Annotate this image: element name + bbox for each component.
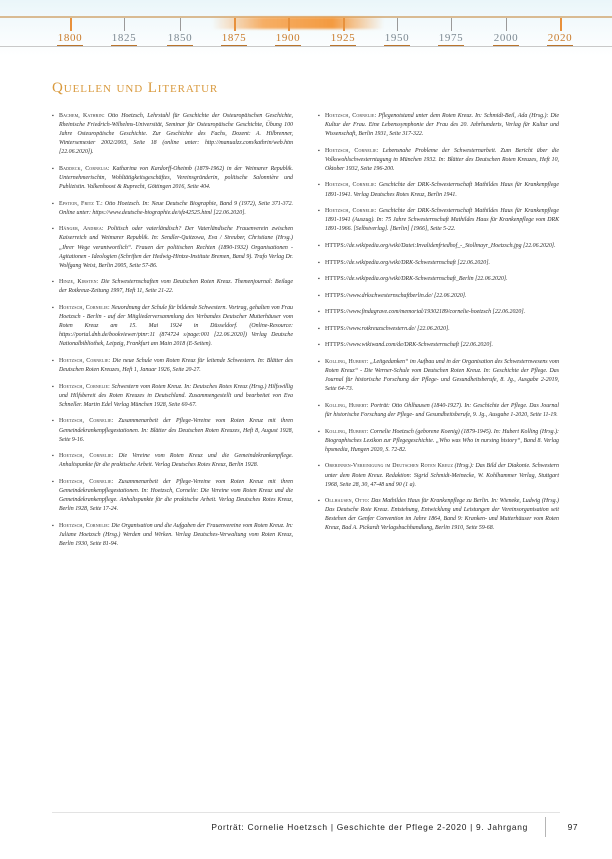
reference-text: Die neue Schule vom Roten Kreuz für leitende Schwestern. In: Blätter des Deutschen Roten Kreuzes, Heft 1, Januar 1926, Seite 20-27. — [59, 357, 293, 374]
reference-entry — [318, 181, 559, 199]
page-footer — [0, 812, 612, 859]
reference-author: Baddeck, Cornelia: — [59, 165, 110, 172]
reference-entry — [318, 292, 559, 301]
timeline-year-label: 1900 — [275, 32, 301, 44]
timeline-tick — [397, 18, 398, 31]
reference-text: Geschichte der DRK-Schwesternschaft Mathildes Haus für Krankenpflege 1891-1941 (Auszug). In: 75 Jahre Schwesternschaft Mathildes Haus für Krankenpflege vom DRK 1891-1966. [Selbstverlag]. [Berlin] [1966], Seite 5-22. — [325, 208, 559, 233]
reference-author: Kolling, Hubert: — [325, 428, 369, 435]
reference-entry — [52, 478, 293, 514]
reference-text: Porträt: Otto Ohlhausen (1840-1927). In: Geschichte der Pflege. Das Journal für historische Forschung der Pflege- und Gesundheitsberufe, 9. Jg., Ausgabe 1-2020, Seite 11-19. — [325, 402, 559, 419]
reference-text: Lebensnahe Probleme der Schwesternarbeit. Zum Bericht über die Volkswohlschwesterntagung in München 1932. In: Blätter des Deutschen Roten Kreuzes, Heft 10, Oktober 1932, Seite 196-200. — [325, 147, 559, 172]
footer-citation: Porträt: Cornelie Hoetzsch | Geschichte der Pflege 2-2020 | 9. Jahrgang — [211, 822, 528, 832]
reference-entry — [318, 147, 559, 174]
timeline-year-label: 1850 — [167, 32, 193, 44]
reference-text: Zusammenarbeit der Pflege-Vereine vom Roten Kreuz mit ihren Gemeindekrankenpflegestationen. In: Hoetzsch, Cornelie: Die Vereine vom Roten Kreuz und die Gemeindekrankenpflege. Anhaltspunkte für die praktische Arbeit. Verlag Deutsches Rotes Kreuz, Berlin 1928, Seite 17-24. — [59, 478, 293, 513]
reference-entry — [318, 428, 559, 455]
reference-author: Hoetzsch, Cornelie: — [59, 478, 114, 485]
reference-entry — [318, 308, 559, 317]
reference-author: Bachem, Kathrin: — [59, 112, 105, 119]
reference-author: HTTPS: — [325, 276, 346, 283]
timeline-year-label: 1975 — [438, 32, 464, 44]
timeline-highlight-band — [212, 17, 384, 29]
reference-text: Pflegenotstand unter dem Roten Kreuz. In: Schmidt-Beil, Ada (Hrsg.): Die Kultur der Frau. Eine Lebenssymphonie der Frau des 20. Jahrhunderts, Verlag für Kultur und Wissenschaft, Berlin 1931, Seite 317-322. — [325, 112, 559, 138]
reference-author: Hoetzsch, Cornelie: — [325, 112, 377, 119]
reference-text: Otto Hoetzsch, Lehrstuhl für Geschichte der Osteuropäischen Geschichte, Rheinische Friedrich-Wilhelms-Universität, Seminar für Osteuropäische Geschichte, Übung 100 Jahre Osteuropäische Geschichte. Zur Geschichte des Fachs, Dozent: A. Hilbrenner, Wintersemester 2002/2003, Seite 18 (online unter: http://manualzz.com/kathrin/web.htm [22.06.2020]). — [59, 112, 293, 156]
page-content — [0, 56, 612, 801]
reference-author: HTTPS: — [325, 292, 346, 299]
timeline-tick — [180, 18, 181, 31]
reference-entry — [52, 112, 293, 157]
reference-author: HTTPS: — [325, 325, 346, 332]
reference-text: Otto Hoetzsch. In: Neue Deutsche Biographie, Band 9 (1972), Seite 371-372. Online unter: https://www.deutsche-biographie.de/sfz42525.html [22.06.2020]. — [59, 200, 293, 216]
reference-text: Katharina von Kardorff-Oheimb (1879-1962) in der Weimarer Republik. Unternehmerischtn, Wohltätigkeitsgeschäftes, Vereinsgründerin, politische Salonnière und Publizistin. Valkenhoost & Ruprecht, Göttingen 2016, Seite 404. — [59, 165, 293, 191]
timeline-tick — [234, 18, 236, 31]
reference-author: Kolling, Hubert: — [325, 402, 369, 409]
reference-entry — [318, 358, 559, 394]
timeline-tick — [124, 18, 125, 31]
timeline-tick — [560, 18, 562, 31]
reference-author: Hänger, Andrea: — [59, 226, 104, 233]
reference-author: HTTPS: — [325, 259, 346, 266]
reference-entry — [318, 242, 559, 251]
reference-author: Hoetzsch, Cornelie: — [59, 522, 110, 529]
timeline-header — [0, 0, 612, 56]
timeline-tick — [288, 18, 290, 31]
timeline-year-label: 1825 — [111, 32, 137, 44]
reference-entry — [52, 522, 293, 549]
page-title: Quellen und Literatur — [52, 80, 219, 96]
reference-author: Hoetzsch, Cornelie: — [325, 208, 377, 215]
reference-author: HTTPS: — [325, 342, 346, 349]
footer-rule — [52, 812, 560, 813]
timeline-year-label: 1925 — [330, 32, 356, 44]
reference-text: //de.wikipedia.org/wiki/DRK-Schwesternschaft_Berlin [22.06.2020]. — [345, 276, 508, 283]
timeline-tick — [343, 18, 345, 31]
reference-author: Hoetzsch, Cornelie: — [59, 453, 114, 460]
reference-text: (Hrsg.): Das Bild der Diakonie. Schwestern unter dem Roten Kreuz. Redaktion: Sigrid Schmidt-Meinecke, W. Kohlhammer Verlag, Stuttgart 1968, Seite 28, 30, 47-48 und 90 (1 a). — [325, 463, 559, 488]
reference-entry — [318, 497, 559, 533]
reference-text: Die Schwesternschaften vom Deutschen Roten Kreuz. Themenjournal: Beilage der Rotkreuz-Zeitung 1997, Heft 11, Seite 21-22. — [59, 279, 293, 295]
reference-author: Hoetzsch, Cornelie: — [325, 182, 377, 189]
reference-entry — [318, 325, 559, 334]
reference-text: Das Mathildes Haus für Krankenpflege zu Berlin. In: Wieneke, Ludwig (Hrsg.) Das Deutsche Rote Kreuz. Entstehung, Entwicklung und Leistungen der Vereinsorganisation seit Bestehen der Genfer Convention im Jahre 1864, Band 9: Kranken- und Mutterhäuser vom Roten Kreuz, Bad A. Pickardt Verlagsbuchhandlung, Berlin 1910, Seite 59-68. — [325, 498, 560, 532]
reference-entry — [318, 275, 559, 284]
reference-entry — [318, 462, 559, 489]
references-column-left — [52, 106, 293, 557]
timeline-tick — [506, 18, 507, 31]
reference-entry — [318, 207, 559, 234]
reference-text: //www.wikiwand.com/de/DRK-Schwesternschaft [22.06.2020]. — [345, 342, 494, 349]
timeline-tick — [451, 18, 452, 31]
reference-author: Hoetzsch, Cornelie: — [59, 383, 110, 390]
timeline-year-label: 1800 — [57, 32, 83, 44]
reference-entry — [318, 341, 559, 350]
reference-author: Ollhausen, Otto: — [325, 498, 370, 505]
reference-author: Hoetzsch, Cornelie: — [325, 147, 379, 154]
timeline-year-label: 2020 — [547, 32, 573, 44]
timeline-year-label: 1950 — [384, 32, 410, 44]
reference-entry — [52, 225, 293, 270]
references-column-right — [318, 106, 559, 541]
reference-text: „Leitgedanken“ im Aufbau und in der Organisation des Schwesternwesens vom Roten Kreuz“ - Die Werner-Schule vom Deutschen Roten Kreuz. In: Geschichte der Pflege. Das Journal für historische Forschung der Pflege- und Gesundheitsberufe, 8. Jg., Ausgabe 2-2019, Seite 64-73. — [325, 359, 559, 393]
reference-text: //www.rotkreuzschwestern.de/ [22.06.2020]. — [345, 325, 450, 332]
reference-text: //de.wikipedia.org/wiki/Datei:Invalidenfriedhof_-_Stollmayr_Hoetzsch.jpg [22.06.2020]. — [345, 242, 556, 249]
reference-author: Hinze, Kirsten: — [59, 279, 99, 286]
page-number: 97 — [567, 822, 578, 832]
reference-entry — [318, 112, 559, 139]
timeline-baseline — [0, 46, 612, 47]
reference-entry — [318, 402, 559, 420]
reference-text: Schwestern vom Roten Kreuz. In: Deutsches Rotes Kreuz (Hrsg.) Hilfswillig und Hilfsbereit des Roten Kreuzes in Deutschland. Zusammengestellt und bearbeitet von Eva Schneller. Martin Edel Verlag München 1928, Seite 60-67. — [59, 383, 293, 408]
reference-author: Hoetzsch, Cornelie: — [59, 304, 110, 311]
reference-author: Oberinnen-Vereinigung im Deutschen Roten Kreuz — [325, 463, 454, 470]
reference-entry — [52, 383, 293, 410]
timeline-tick — [70, 18, 72, 31]
timeline-year-label: 2000 — [493, 32, 519, 44]
reference-text: Neuordnung der Schule für bildende Schwestern. Vortrag, gehalten von Frau Hoetzsch - Berlin - auf der Mitgliederversammlung des Verbandes Deutscher Mutterhäuser vom Roten Kreuz am 15. Mai 1924 in Düsseldorf. (Online-Resource: https://portal.dnb.de/bookviewer/ptnr:11 (874724 s/page:001 [22.06.2020]) Verlag Deutsche Nationalbibliothek, Leipzig, Frankfurt am Main 2018 (E-Seiten). — [59, 304, 293, 348]
reference-entry — [52, 304, 293, 349]
reference-entry — [52, 417, 293, 444]
footer-divider — [545, 817, 546, 837]
reference-text: Politisch oder vaterländisch? Der Vaterländische Frauenverein zwischen Kaiserreich und Weimarer Republik. In: Sendler-Quitzowa, Eva / Streuber, Christiane (Hrsg.) „Ihrer Wege verantwortlich“. Frauen der politischen Rechten (1890-1932) Organisationen - Agitationen - Ideologien (Schriften der Hedwig-Hintze-Institute Bremen, Band 9). Trafo Verlag Dr. Wolfgang Weist, Berlin 2005, Seite 57-86. — [59, 226, 294, 269]
reference-text: Geschichte der DRK-Schwesternschaft Mathildes Haus für Krankenpflege 1891-1941. Verlag Deutsches Rotes Kreuz, Berlin 1941. — [325, 182, 559, 198]
reference-author: HTTPS: — [325, 242, 346, 249]
reference-text: //www.drkschwesternschaftberlin.de/ [22.06.2020]. — [345, 292, 467, 299]
reference-text: Cornelie Hoetzsch (geborene Koenig) (1879-1945). In: Hubert Kolling (Hrsg.): Biographisches Lexikon zur Pflegegeschichte. „Who was Who in nursing history“, Band 8. Verlag hpsmedia, Hungen 2020, S. 72-82. — [325, 428, 559, 453]
timeline-year-label: 1875 — [221, 32, 247, 44]
reference-entry — [52, 200, 293, 218]
reference-text: //www.findagrave.com/memorial/19302189/cornelie-hoetzsch [22.06.2020]. — [345, 309, 526, 316]
reference-text: //de.wikipedia.org/wiki/DRK-Schwesternschaft [22.06.2020]. — [345, 259, 490, 266]
reference-entry — [318, 259, 559, 268]
reference-author: HTTPS: — [325, 309, 346, 316]
reference-author: Epstein, Fritz T.: — [59, 200, 103, 207]
reference-author: Kolling, Hubert: — [325, 359, 369, 366]
reference-text: Zusammenarbeit der Pflege-Vereine vom Roten Kreuz mit ihren Gemeindekrankenpflegestationen. In: Blätter des Deutschen Roten Kreuzes, Heft 8, August 1928, Seite 9-16. — [59, 418, 293, 443]
reference-entry — [52, 357, 293, 375]
reference-author: Hoetzsch, Cornelie: — [59, 418, 114, 425]
reference-author: Hoetzsch, Cornelie: — [59, 357, 111, 364]
reference-text: Die Vereine vom Roten Kreuz und die Gemeindekrankenpflege. Anhaltspunkte für die praktische Arbeit. Verlag Deutsches Rotes Kreuz, Berlin 1928. — [59, 453, 293, 469]
reference-text: Die Organisation und die Aufgaben der Frauenvereine vom Roten Kreuz. In: Juliane Hoetzsch (Hrsg.) Werden und Wirken. Verlag Deutsches-Verwaltung vom Roten Kreuz, Berlin 1930, Seite 81-94. — [59, 522, 293, 547]
reference-entry — [52, 452, 293, 470]
reference-entry — [52, 165, 293, 192]
reference-entry — [52, 278, 293, 296]
